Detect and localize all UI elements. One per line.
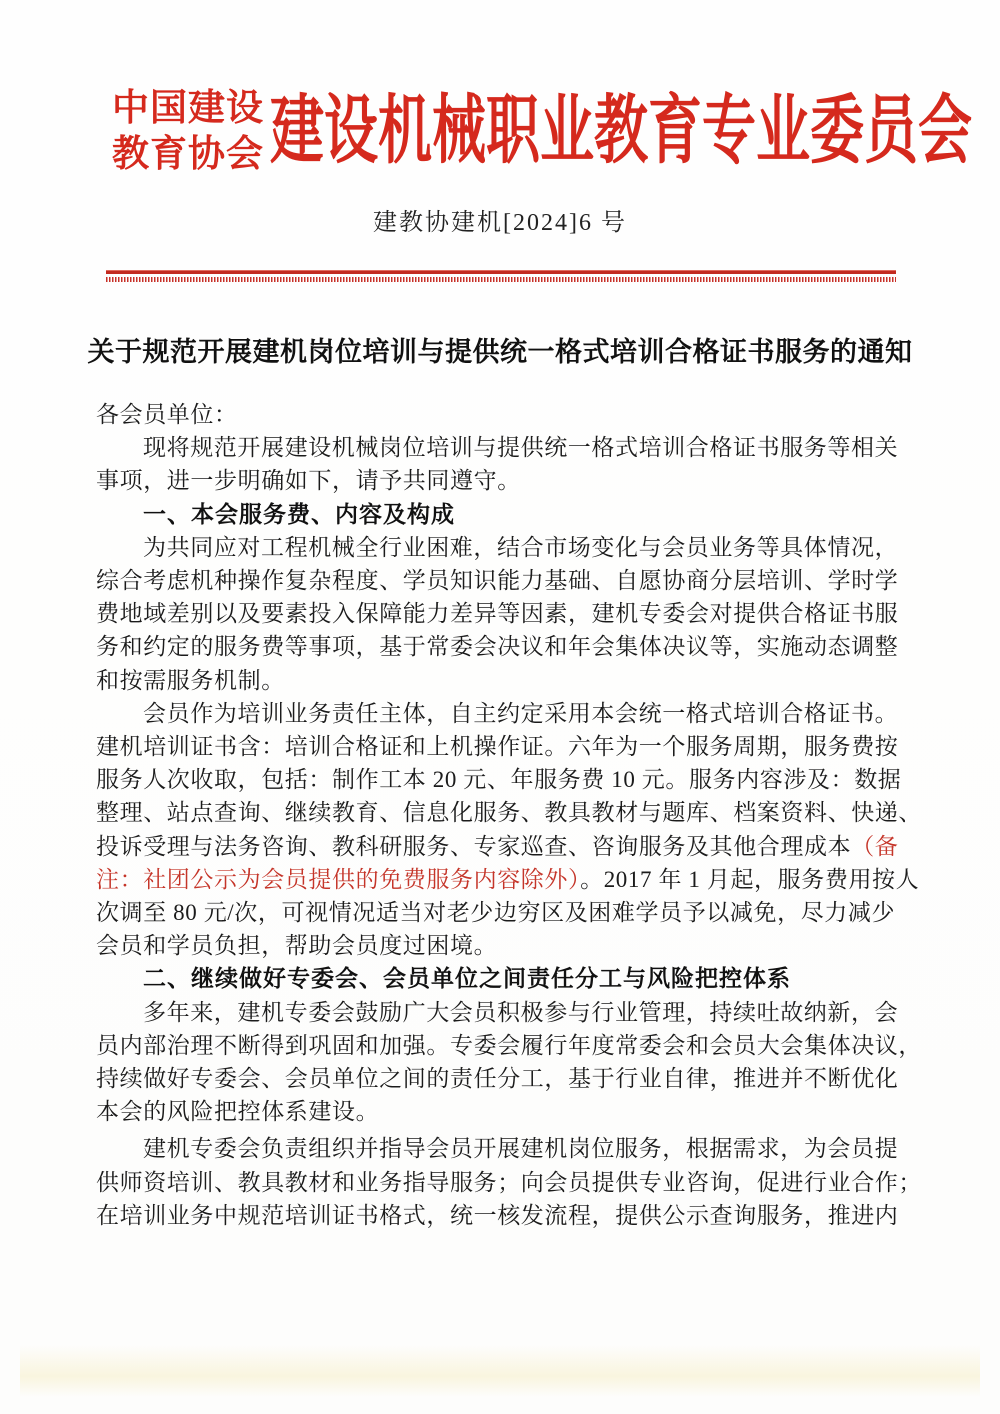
body-line: 务和约定的服务费等事项，基于常委会决议和年会集体决议等，实施动态调整 (96, 634, 899, 660)
body-line: 持续做好专委会、会员单位之间的责任分工，基于行业自律，推进并不断优化 (96, 1066, 899, 1092)
body-line: 现将规范开展建设机械岗位培训与提供统一格式培训合格证书服务等相关 (143, 435, 899, 461)
section-heading-1: 一、本会服务费、内容及构成 (143, 500, 455, 527)
org-name-small (112, 86, 264, 178)
section-heading-2: 二、继续做好专委会、会员单位之间责任分工与风险把控体系 (143, 965, 791, 992)
body-line: 多年来，建机专委会鼓励广大会员积极参与行业管理，持续吐故纳新，会 (143, 999, 899, 1025)
red-divider-hatched-line (106, 277, 896, 282)
body-line: 事项，进一步明确如下，请予共同遵守。 (96, 468, 521, 494)
doc-title: 关于规范开展建机岗位培训与提供统一格式培训合格证书服务的通知 (87, 337, 913, 367)
body-line: 员内部治理不断得到巩固和加强。专委会履行年度常委会和会员大会集体决议， (96, 1032, 922, 1058)
body-line: 次调至 80 元/次，可视情况适当对老少边穷区及困难学员予以减免，尽力减少 (96, 900, 896, 926)
red-note-segment: 注：社团公示为会员提供的免费服务内容除外） (96, 866, 581, 892)
body-line: 在培训业务中规范培训证书格式，统一核发流程，提供公示查询服务，推进内 (96, 1202, 899, 1228)
doc-body (96, 398, 922, 1232)
body-line: 建机专委会负责组织并指导会员开展建机岗位服务，根据需求，为会员提 (143, 1136, 899, 1162)
body-line: 整理、站点查询、继续教育、信息化服务、教具教材与题库、档案资料、快递、 (96, 800, 922, 826)
body-line: 供师资培训、教具教材和业务指导服务；向会员提供专业咨询，促进行业合作； (96, 1169, 922, 1195)
body-line: 会员和学员负担，帮助会员度过困境。 (96, 933, 498, 959)
body-line: 为共同应对工程机械全行业困难，结合市场变化与会员业务等具体情况， (143, 534, 899, 560)
scan-artifact-band (20, 1345, 980, 1397)
body-line-with-red-note: 注：社团公示为会员提供的免费服务内容除外）。2017 年 1 月起，服务费用按人 (96, 866, 920, 892)
doc-number: 建教协建机[2024]6 号 (373, 210, 627, 236)
letterhead (112, 86, 1000, 178)
body-line: 综合考虑机种操作复杂程度、学员知识能力基础、自愿协商分层培训、学时学 (96, 568, 899, 594)
org-name-small-line1: 中国建设 (112, 88, 264, 129)
red-divider (106, 270, 896, 282)
body-line: 服务人次收取，包括：制作工本 20 元、年服务费 10 元。服务内容涉及：数据 (96, 767, 902, 793)
body-line: 建机培训证书含：培训合格证和上机操作证。六年为一个服务周期，服务费按 (96, 734, 899, 760)
org-name-small-line2: 教育协会 (112, 134, 264, 175)
red-note-segment: （备 (851, 833, 899, 859)
org-name-large: 建设机械职业教育专业委员会 (270, 90, 973, 173)
body-line: 会员作为培训业务责任主体，自主约定采用本会统一格式培训合格证书。 (143, 700, 899, 726)
body-line: 本会的风险把控体系建设。 (96, 1099, 380, 1125)
body-line-with-red-note: 投诉受理与法务咨询、教科研服务、专家巡查、咨询服务及其他合理成本（备 (96, 833, 899, 859)
salutation-line: 各会员单位： (96, 402, 238, 427)
red-divider-solid-line (106, 270, 896, 274)
body-line: 和按需服务机制。 (96, 667, 285, 693)
body-line: 费地域差别以及要素投入保障能力差异等因素，建机专委会对提供合格证书服 (96, 601, 899, 627)
